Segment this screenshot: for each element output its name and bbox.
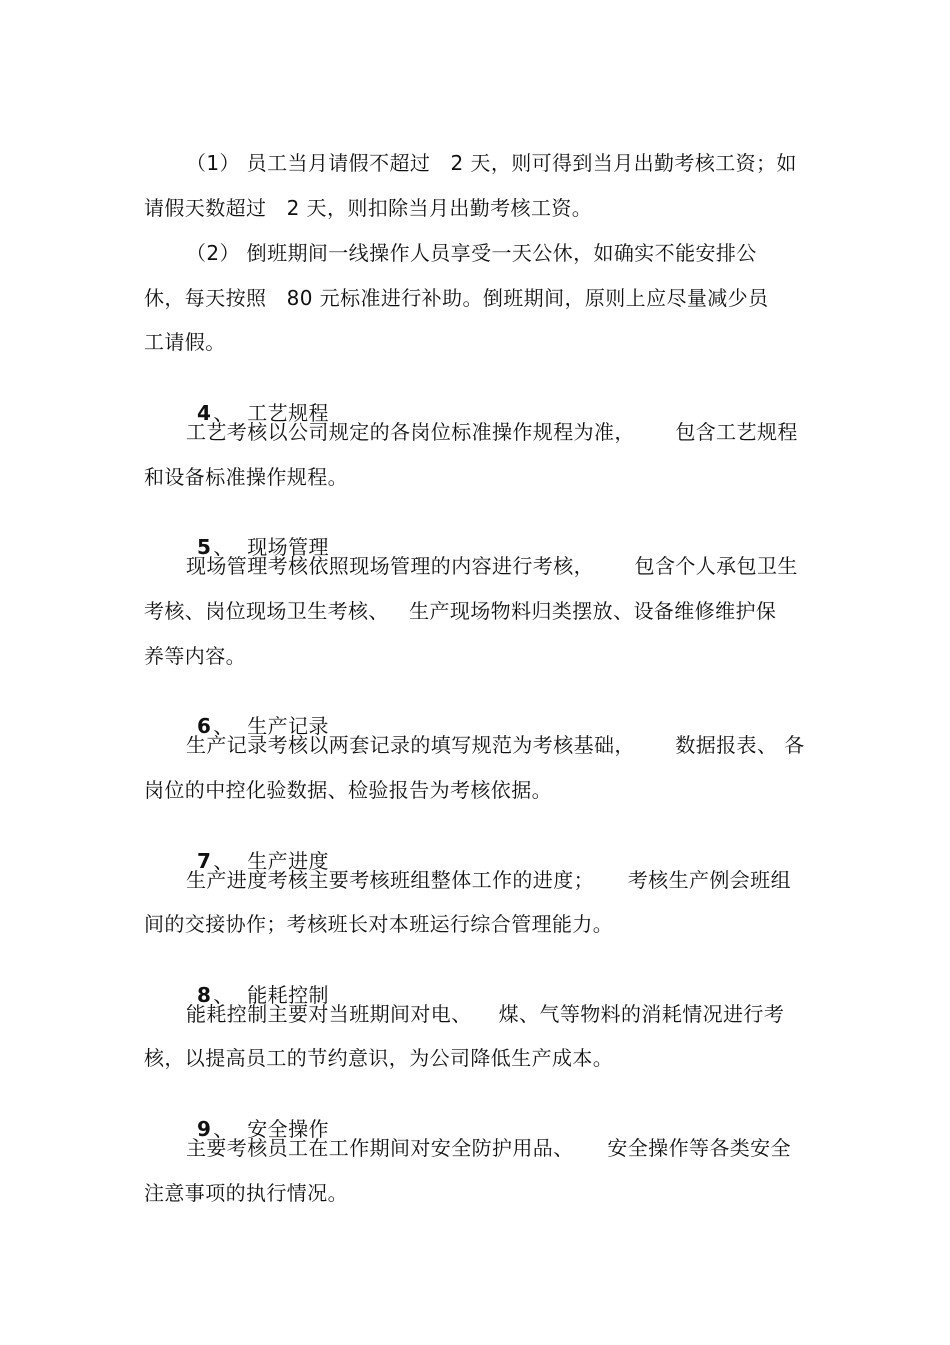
section-number: 5 xyxy=(197,535,212,559)
paragraph-line: 请假天数超过 2 天，则扣除当月出勤考核工资。 xyxy=(144,196,593,220)
section-separator: 、 xyxy=(213,849,234,873)
paragraph-line: （1） 员工当月请假不超过 2 天，则可得到当月出勤考核工资；如 xyxy=(186,151,797,175)
paragraph-line: 核，以提高员工的节约意识，为公司降低生产成本。 xyxy=(144,1046,614,1070)
paragraph-line: 生产记录考核以两套记录的填写规范为考核基础， 数据报表、 各 xyxy=(186,733,805,757)
paragraph-line: 注意事项的执行情况。 xyxy=(144,1181,348,1205)
section-number: 8 xyxy=(197,983,212,1007)
section-title: 现场管理 xyxy=(247,535,329,559)
paragraph-line: 养等内容。 xyxy=(144,644,246,668)
paragraph-line: 和设备标准操作规程。 xyxy=(144,465,348,489)
paragraph-line: 主要考核员工在工作期间对安全防护用品、 安全操作等各类安全 xyxy=(186,1136,791,1160)
section-title: 工艺规程 xyxy=(247,401,329,425)
paragraph-line: 间的交接协作；考核班长对本班运行综合管理能力。 xyxy=(144,912,614,936)
section-title: 安全操作 xyxy=(247,1117,329,1141)
paragraph-line: 考核、岗位现场卫生考核、 生产现场物料归类摆放、设备维修维护保 xyxy=(144,599,777,623)
section-number: 9 xyxy=(197,1117,212,1141)
paragraph-line: （2） 倒班期间一线操作人员享受一天公休，如确实不能安排公 xyxy=(186,241,757,265)
section-title: 生产记录 xyxy=(247,714,329,738)
paragraph-line: 岗位的中控化验数据、检验报告为考核依据。 xyxy=(144,778,552,802)
paragraph-line: 能耗控制主要对当班期间对电、 煤、气等物料的消耗情况进行考 xyxy=(186,1002,785,1026)
section-number: 6 xyxy=(197,714,212,738)
section-separator: 、 xyxy=(213,401,234,425)
paragraph-line: 生产进度考核主要考核班组整体工作的进度； 考核生产例会班组 xyxy=(186,868,791,892)
section-title: 能耗控制 xyxy=(247,983,329,1007)
paragraph-line: 现场管理考核依照现场管理的内容进行考核， 包含个人承包卫生 xyxy=(186,554,798,578)
section-number: 7 xyxy=(197,849,212,873)
section-separator: 、 xyxy=(213,1117,234,1141)
paragraph-line: 工艺考核以公司规定的各岗位标准操作规程为准， 包含工艺规程 xyxy=(186,420,798,444)
section-title: 生产进度 xyxy=(247,849,329,873)
section-number: 4 xyxy=(197,401,212,425)
section-separator: 、 xyxy=(213,535,234,559)
paragraph-line: 工请假。 xyxy=(144,330,226,354)
paragraph-line: 休，每天按照 80 元标准进行补助。倒班期间，原则上应尽量减少员 xyxy=(144,286,769,310)
section-separator: 、 xyxy=(213,983,234,1007)
section-separator: 、 xyxy=(213,714,234,738)
